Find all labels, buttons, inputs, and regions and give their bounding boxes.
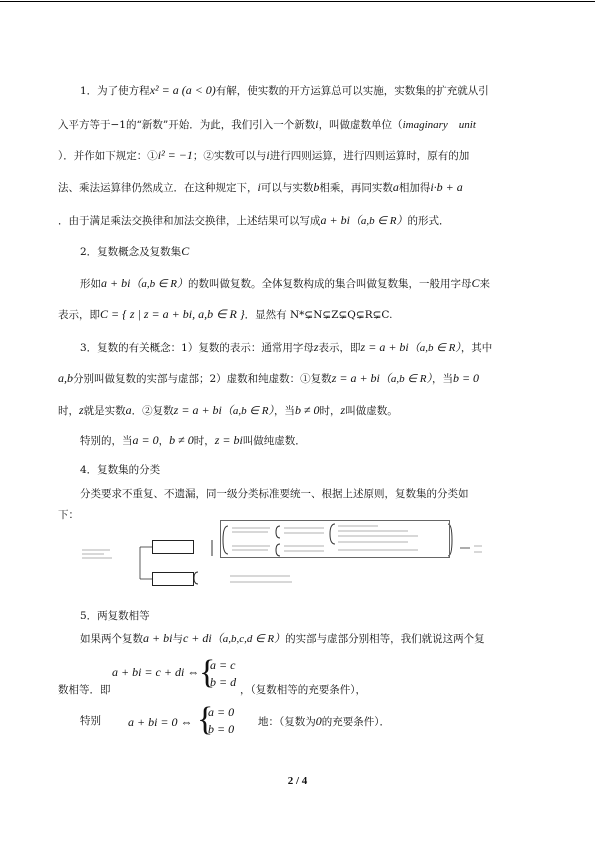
text: 叫做纯虚数．	[242, 435, 306, 447]
section-4-title	[80, 462, 160, 477]
equation: z = a + bi	[360, 340, 409, 354]
condition: （a,b ∈ R）	[408, 342, 461, 354]
text: 法、乘法运算律仍然成立．在这种规定下，	[58, 182, 258, 194]
equation: i² = −1	[157, 148, 193, 162]
page-number: 2 / 4	[287, 775, 308, 787]
var-a: a	[125, 403, 132, 417]
equation: a + bi	[143, 631, 173, 645]
equation: z = a + bi	[173, 403, 222, 417]
text: 2．复数概念及复数集	[80, 246, 182, 258]
condition: a = 0	[132, 433, 159, 447]
text: ，其中	[460, 342, 493, 354]
var-b: b	[313, 180, 320, 194]
s3-line1	[80, 339, 492, 355]
equality-system	[210, 657, 236, 691]
condition: （a,b ∈ R）	[349, 215, 408, 227]
var-i: i	[315, 117, 319, 131]
text: 3．复数的有关概念：1）复数的表示：通常用字母	[80, 342, 314, 354]
text: 分别叫做复数的实部与虚部；2）虚数和纯虚数：①复数	[73, 373, 332, 385]
p1-line4	[58, 180, 463, 195]
equation: x² = a (a < 0)	[149, 83, 216, 97]
text: 特别	[80, 715, 101, 727]
s2-line1	[80, 275, 490, 291]
text: ．显然有 N*⊊N⊊Z⊊Q⊊R⊊C.	[244, 309, 393, 321]
text: ．由于满足乘法交换律和加法交换律，上述结果可以写成	[58, 215, 321, 227]
p1-line5	[58, 212, 450, 228]
var-ab: a,b	[58, 371, 73, 385]
s5-line1	[80, 630, 485, 646]
left-brace: {	[197, 701, 214, 738]
top-rule	[0, 1, 595, 2]
text: 表示，即	[318, 342, 361, 354]
text: 的实部与虚部分别相等，我们就说这两个复	[285, 633, 485, 645]
var-z: z	[340, 403, 346, 417]
var-i: i	[266, 148, 270, 162]
text: 的数叫做复数。全体复数构成的集合叫做复数集，一般用字母	[188, 278, 472, 290]
text: 表示，即	[58, 309, 100, 321]
condition: b = 0	[452, 371, 480, 385]
text: ，（复数相等的充要条件），	[240, 684, 366, 696]
text: 相加得	[398, 182, 431, 194]
text: ，当	[431, 373, 453, 385]
set-definition: C = { z | z = a + bi, a,b ∈ R }	[100, 307, 245, 321]
text: ．②复数	[131, 405, 174, 417]
s2-line2	[58, 307, 392, 322]
var-i: i	[257, 180, 261, 194]
text: 4．复数集的分类	[80, 464, 161, 476]
condition: b ≠ 0	[169, 433, 194, 447]
text: 的充要条件）．	[321, 716, 390, 728]
special-left: a + bi = 0 ⇔	[128, 715, 193, 729]
equation: a + bi	[320, 213, 350, 227]
s3-line2	[58, 370, 479, 386]
equation: a = 0	[208, 705, 235, 719]
english-term: imaginary unit	[402, 119, 476, 131]
text: 特别的，当	[80, 435, 133, 447]
equation: a = c	[210, 658, 236, 672]
text: 1．为了使方程	[80, 85, 150, 97]
text: 时，	[193, 435, 215, 447]
text: 有解，使实数的开方运算总可以实施，实数集的扩充就从引	[215, 85, 489, 97]
text: 进行四则运算，进行四则运算时，原有的加	[269, 150, 470, 162]
condition: （a,b ∈ R）	[379, 373, 432, 385]
text: ；②实数可以与	[192, 150, 267, 162]
text: 形如	[80, 278, 101, 290]
s4-line2	[58, 507, 79, 522]
separator: ，	[158, 435, 170, 447]
s3-line3	[58, 402, 398, 418]
text: 下：	[58, 509, 79, 521]
text: 时，	[319, 405, 341, 417]
section-2-title	[80, 244, 189, 259]
equality-left: a + bi = c + di ⇔	[112, 665, 200, 679]
condition: （a,b ∈ R）	[221, 405, 274, 417]
text: 数相等．即	[58, 684, 111, 696]
text: 可以与实数	[260, 182, 314, 194]
text: 相乘，再同实数	[319, 182, 393, 194]
text: 来	[479, 278, 491, 290]
left-brace: {	[199, 654, 216, 691]
zero: 0	[315, 714, 322, 728]
text: 叫做虚数。	[345, 405, 398, 417]
var-z: z	[313, 340, 319, 354]
text: ）．并作如下规定：①	[58, 150, 158, 162]
condition: （a,b ∈ R）	[130, 278, 188, 290]
s3-line4	[80, 433, 306, 448]
p1-line1	[80, 83, 489, 98]
special-text	[258, 714, 390, 729]
text: 5．两复数相等	[80, 610, 150, 622]
equation: c + di	[182, 631, 212, 645]
equation: b = d	[210, 675, 237, 689]
equation: b = 0	[208, 722, 235, 736]
text: 就是实数	[83, 405, 126, 417]
text: 分类要求不重复、不遗漏，同一级分类标准要统一、根据上述原则，复数集的分类如	[80, 488, 469, 500]
s4-line1	[80, 486, 469, 501]
s5-line2a	[58, 682, 111, 697]
condition: b ≠ 0	[294, 403, 320, 417]
equation: z = a + bi	[331, 371, 380, 385]
equation: i·b + a	[430, 180, 463, 194]
p1-line2	[58, 116, 476, 132]
equation: z = bi	[214, 433, 243, 447]
section-5-title	[80, 608, 150, 623]
var-a: a	[392, 180, 399, 194]
special-label	[80, 713, 101, 728]
var-C: C	[181, 244, 190, 258]
text: 入平方等于−1的“新数”开始．为此，我们引入一个新数	[58, 119, 316, 131]
classification-diagram	[80, 518, 490, 598]
text: ，当	[273, 405, 295, 417]
special-system	[208, 704, 234, 738]
var-z: z	[79, 403, 84, 417]
text: 时，	[58, 405, 79, 417]
diagram-scribbles	[80, 518, 490, 598]
text: 如果两个复数	[80, 633, 143, 645]
text: ，叫做虚数单位（	[318, 119, 403, 131]
condition: （a,b,c,d ∈ R）	[211, 633, 286, 645]
s5-line2b	[240, 682, 366, 697]
text: 的形式．	[407, 215, 450, 227]
equation: a + bi	[101, 276, 131, 290]
var-C: C	[471, 276, 480, 290]
text: 地：（复数为	[258, 716, 316, 728]
p1-line3	[58, 148, 469, 163]
text: 与	[172, 633, 183, 645]
